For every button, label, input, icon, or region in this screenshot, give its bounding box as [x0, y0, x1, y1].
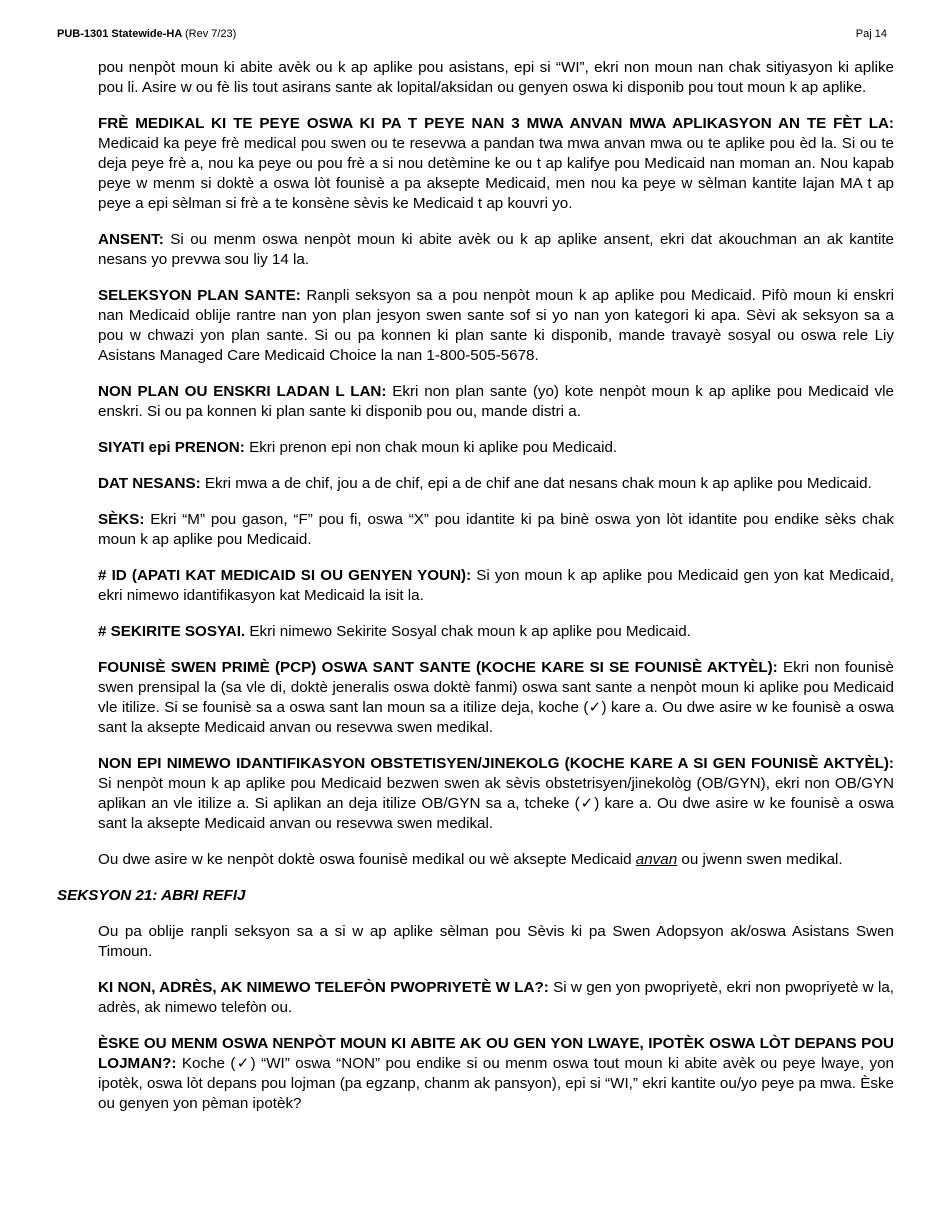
paragraph-heading: ÈSKE OU MENM OSWA NENPÒT MOUN KI ABITE AK OU GEN YON LWAYE, IPOTÈK OSWA LÒT DEPANS POU LOJMAN?: [98, 1035, 894, 1072]
paragraph-text: Si w gen yon pwopriyetè, ekri non pwopriyetè w la, adrès, ak nimewo telefòn ou. [98, 979, 894, 1016]
paragraph-text: Ekri non plan sante (yo) kote nenpòt moun k ap aplike pou Medicaid vle enskri. Si ou pa konnen ki plan sante ki disponib pou ou, mande distri a. [98, 383, 894, 420]
paragraph-heading: FRÈ MEDIKAL KI TE PEYE OSWA KI PA T PEYE NAN 3 MWA ANVAN MWA APLIKASYON AN TE FÈT LA: [98, 115, 894, 132]
section-21-title: SEKSYON 21: ABRI REFIJ [57, 887, 246, 904]
paragraph-heading: SELEKSYON PLAN SANTE: [98, 287, 301, 304]
paragraph-text: Koche (✓) “WI” oswa “NON” pou endike si ou menm oswa tout moun ki abite avèk ou peye lwaye, yon ipotèk, oswa lòt depans pou lojman (pa egzanp, chanm ak pansyon), epi si “WI,” ekri kantite ou/yo peye pa mwa. Èske ou genyen yon pèman ipotèk? [98, 1055, 894, 1112]
paragraph-obgyn [98, 754, 894, 834]
paragraph-housing-expenses [98, 1034, 894, 1114]
paragraph-text: ou jwenn swen medikal. [677, 851, 843, 868]
paragraph-heading: SIYATI epi PRENON: [98, 439, 245, 456]
paragraph-insurance-continued: pou nenpòt moun ki abite avèk ou k ap aplike pou asistans, epi si “WI”, ekri non moun nan chak sitiyasyon ki aplike pou li. Asire w ou fè lis tout asirans sante ak lopital/aksidan ou genyen oswa ki disponib pou tout moun k ap aplike. [98, 59, 894, 96]
paragraph-text: Ekri nimewo Sekirite Sosyal chak moun k ap aplike pou Medicaid. [245, 623, 691, 640]
paragraph-heading: DAT NESANS: [98, 475, 201, 492]
paragraph-text: Ekri “M” pou gason, “F” pou fi, oswa “X” pou idantite ki pa binè oswa yon lòt idantite pou endike sèks chak moun k ap aplike pou Medicaid. [98, 511, 894, 548]
paragraph-primary-care-provider [98, 658, 894, 738]
paragraph-birth-date [98, 474, 894, 494]
paragraph-text: Ekri prenon epi non chak moun ki aplike pou Medicaid. [244, 439, 618, 456]
document-body [57, 58, 895, 1130]
paragraph-health-plan-selection [98, 286, 894, 366]
paragraph-medicaid-id [98, 566, 894, 606]
paragraph-heading: FOUNISÈ SWEN PRIMÈ (PCP) OSWA SANT SANTE (KOCHE KARE SI SE FOUNISÈ AKTYÈL): [98, 659, 778, 676]
paragraph-text: Ekri non founisè swen prensipal la (sa vle di, doktè jeneralis oswa doktè fanmi) oswa sant sante a nenpòt moun ki aplike pou Medicaid vle itilize. Si se founisè sa a oswa sant lan moun sa a itilize deja, koche (✓) kare a. Ou dwe asire w ke founisè a oswa sant la aksepte Medicaid anvan ou resevwa swen medikal. [98, 659, 894, 736]
paragraph-heading: NON PLAN OU ENSKRI LADAN L LAN: [98, 383, 387, 400]
form-id [57, 28, 236, 40]
paragraph-text: Si nenpòt moun k ap aplike pou Medicaid bezwen swen ak sèvis obstetrisyen/jinekològ (OB/GYN), ekri non OB/GYN aplikan an vle itilize a. Si aplikan an deja itilize OB/GYN sa a, tcheke (✓) kare a. Ou dwe asire w ke founisè a oswa sant la aksepte Medicaid anvan ou resevwa swen medikal. [98, 775, 894, 832]
paragraph-text: Si ou menm oswa nenpòt moun ki abite avèk ou k ap aplike ansent, ekri dat akouchman an ak kantite nesans yo prevwa sou liy 14 la. [98, 231, 894, 268]
paragraph-heading: NON EPI NIMEWO IDANTIFIKASYON OBSTETISYEN/JINEKOLG (KOCHE KARE A SI GEN FOUNISÈ AKTYÈL): [98, 755, 894, 772]
paragraph-text: Ou dwe asire w ke nenpòt doktè oswa founisè medikal ou wè aksepte Medicaid [98, 851, 636, 868]
paragraph-text: Si yon moun k ap aplike pou Medicaid gen yon kat Medicaid, ekri nimewo idantifikasyon kat Medicaid la isit la. [98, 567, 894, 604]
paragraph-medical-bills [98, 114, 894, 214]
paragraph-heading: # ID (APATI KAT MEDICAID SI OU GENYEN YOUN): [98, 567, 472, 584]
page-header [57, 28, 893, 44]
form-id-text: PUB-1301 Statewide-HA [57, 28, 182, 40]
paragraph-last-first-name [98, 438, 894, 458]
paragraph-heading: # SEKIRITE SOSYAI. [98, 623, 246, 640]
page-number: Paj 14 [855, 28, 887, 40]
paragraph-heading: ANSENT: [98, 231, 164, 248]
paragraph-heading: KI NON, ADRÈS, AK NIMEWO TELEFÒN PWOPRIYETÈ W LA?: [98, 979, 549, 996]
emphasis-before: anvan [635, 851, 678, 868]
paragraph-social-security [98, 622, 894, 642]
paragraph-pregnant [98, 230, 894, 270]
paragraph-sex [98, 510, 894, 550]
paragraph-heading: SÈKS: [98, 511, 145, 528]
paragraph-landlord [98, 978, 894, 1018]
paragraph-text: Ekri mwa a de chif, jou a de chif, epi a de chif ane dat nesans chak moun k ap aplike pou Medicaid. [200, 475, 872, 492]
paragraph-provider-reminder [98, 850, 894, 870]
paragraph-section-21-intro: Ou pa oblije ranpli seksyon sa a si w ap aplike sèlman pou Sèvis ki pa Swen Adopsyon ak/oswa Asistans Swen Timoun. [98, 923, 894, 960]
paragraph-plan-name [98, 382, 894, 422]
form-revision: (Rev 7/23) [184, 28, 237, 40]
paragraph-text: Ranpli seksyon sa a pou nenpòt moun k ap aplike pou Medicaid. Pifò moun ki enskri nan Medicaid oblije rantre nan yon plan jesyon swen sante sof si yo nan yon kategori ki apa. Sèvi ak seksyon sa a pou w chwazi yon plan sante. Si ou pa konnen ki plan sante ki disponib, mande travayè sosyal ou oswa rele Liy Asistans Managed Care Medicaid Choice la nan 1-800-505-5678. [98, 287, 895, 364]
paragraph-text: Medicaid ka peye frè medical pou swen ou te resevwa a pandan twa mwa anvan mwa ou te aplike pou èd la. Si ou te deja peye frè a, nou ka peye ou pou frè a si nou detèmine ke ou t ap kalifye pou Medicaid nan moman an. Nou kapab peye w menm si doktè a oswa lòt founisè a pa aksepte Medicaid, men nou ka peye w sèlman kantite lajan MA t ap peye a epi sèlman si frè a te konsène sèvis ke Medicaid t ap kouvri yo. [98, 135, 894, 212]
